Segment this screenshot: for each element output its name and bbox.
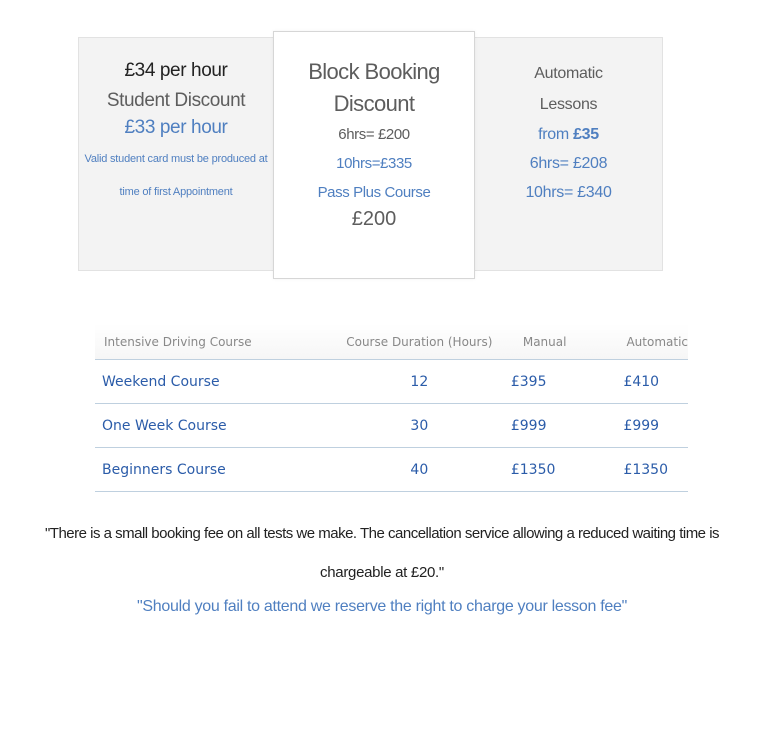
student-title: Student Discount (106, 90, 246, 111)
manual-price: £1350 (508, 448, 621, 492)
block-offer-6hrs: 6hrs= £200 (338, 126, 410, 143)
attendance-note: "Should you fail to attend we reserve the right to charge your lesson fee" (137, 598, 627, 615)
automatic-from-price (475, 126, 662, 144)
course-duration: 30 (331, 404, 508, 448)
header-course: Intensive Driving Course (95, 324, 331, 360)
automatic-price: £410 (620, 360, 688, 404)
table-row (95, 360, 688, 404)
student-discount-card (78, 37, 274, 271)
course-name: One Week Course (95, 404, 331, 448)
header-automatic: Automatic (620, 324, 688, 360)
from-price-value: £35 (573, 126, 599, 143)
automatic-title-line2: Lessons (539, 96, 598, 113)
block-title-line2: Discount (333, 91, 415, 116)
header-duration: Course Duration (Hours) (331, 324, 508, 360)
block-booking-card (273, 31, 475, 279)
header-manual: Manual (508, 324, 621, 360)
student-note-line1: Valid student card must be produced at (84, 153, 268, 165)
course-name: Weekend Course (95, 360, 331, 404)
course-duration: 40 (331, 448, 508, 492)
block-offer-10hrs: 10hrs=£335 (336, 155, 412, 172)
pass-plus-label: Pass Plus Course (317, 184, 431, 201)
student-discount-price: £33 per hour (124, 117, 228, 138)
automatic-offer-6hrs: 6hrs= £208 (529, 155, 608, 172)
table-row (95, 448, 688, 492)
course-duration: 12 (331, 360, 508, 404)
automatic-title-line1: Automatic (534, 65, 603, 82)
automatic-price: £999 (620, 404, 688, 448)
course-name: Beginners Course (95, 448, 331, 492)
manual-price: £395 (508, 360, 621, 404)
automatic-offer-10hrs: 10hrs= £340 (525, 184, 612, 201)
booking-fee-note-cont: chargeable at £20." (320, 564, 444, 581)
from-label: from (538, 126, 569, 143)
pass-plus-price: £200 (351, 208, 397, 230)
intensive-course-table (95, 324, 688, 492)
manual-price: £999 (508, 404, 621, 448)
student-note-line2: time of first Appointment (119, 186, 233, 198)
table-row (95, 404, 688, 448)
booking-fee-note: "There is a small booking fee on all tests we make. The cancellation service allowing a reduced waiting time is (44, 525, 720, 542)
table-header-row (95, 324, 688, 360)
automatic-lessons-card (474, 37, 663, 271)
block-title-line1: Block Booking (308, 59, 440, 84)
automatic-price: £1350 (620, 448, 688, 492)
student-price: £34 per hour (124, 60, 228, 81)
